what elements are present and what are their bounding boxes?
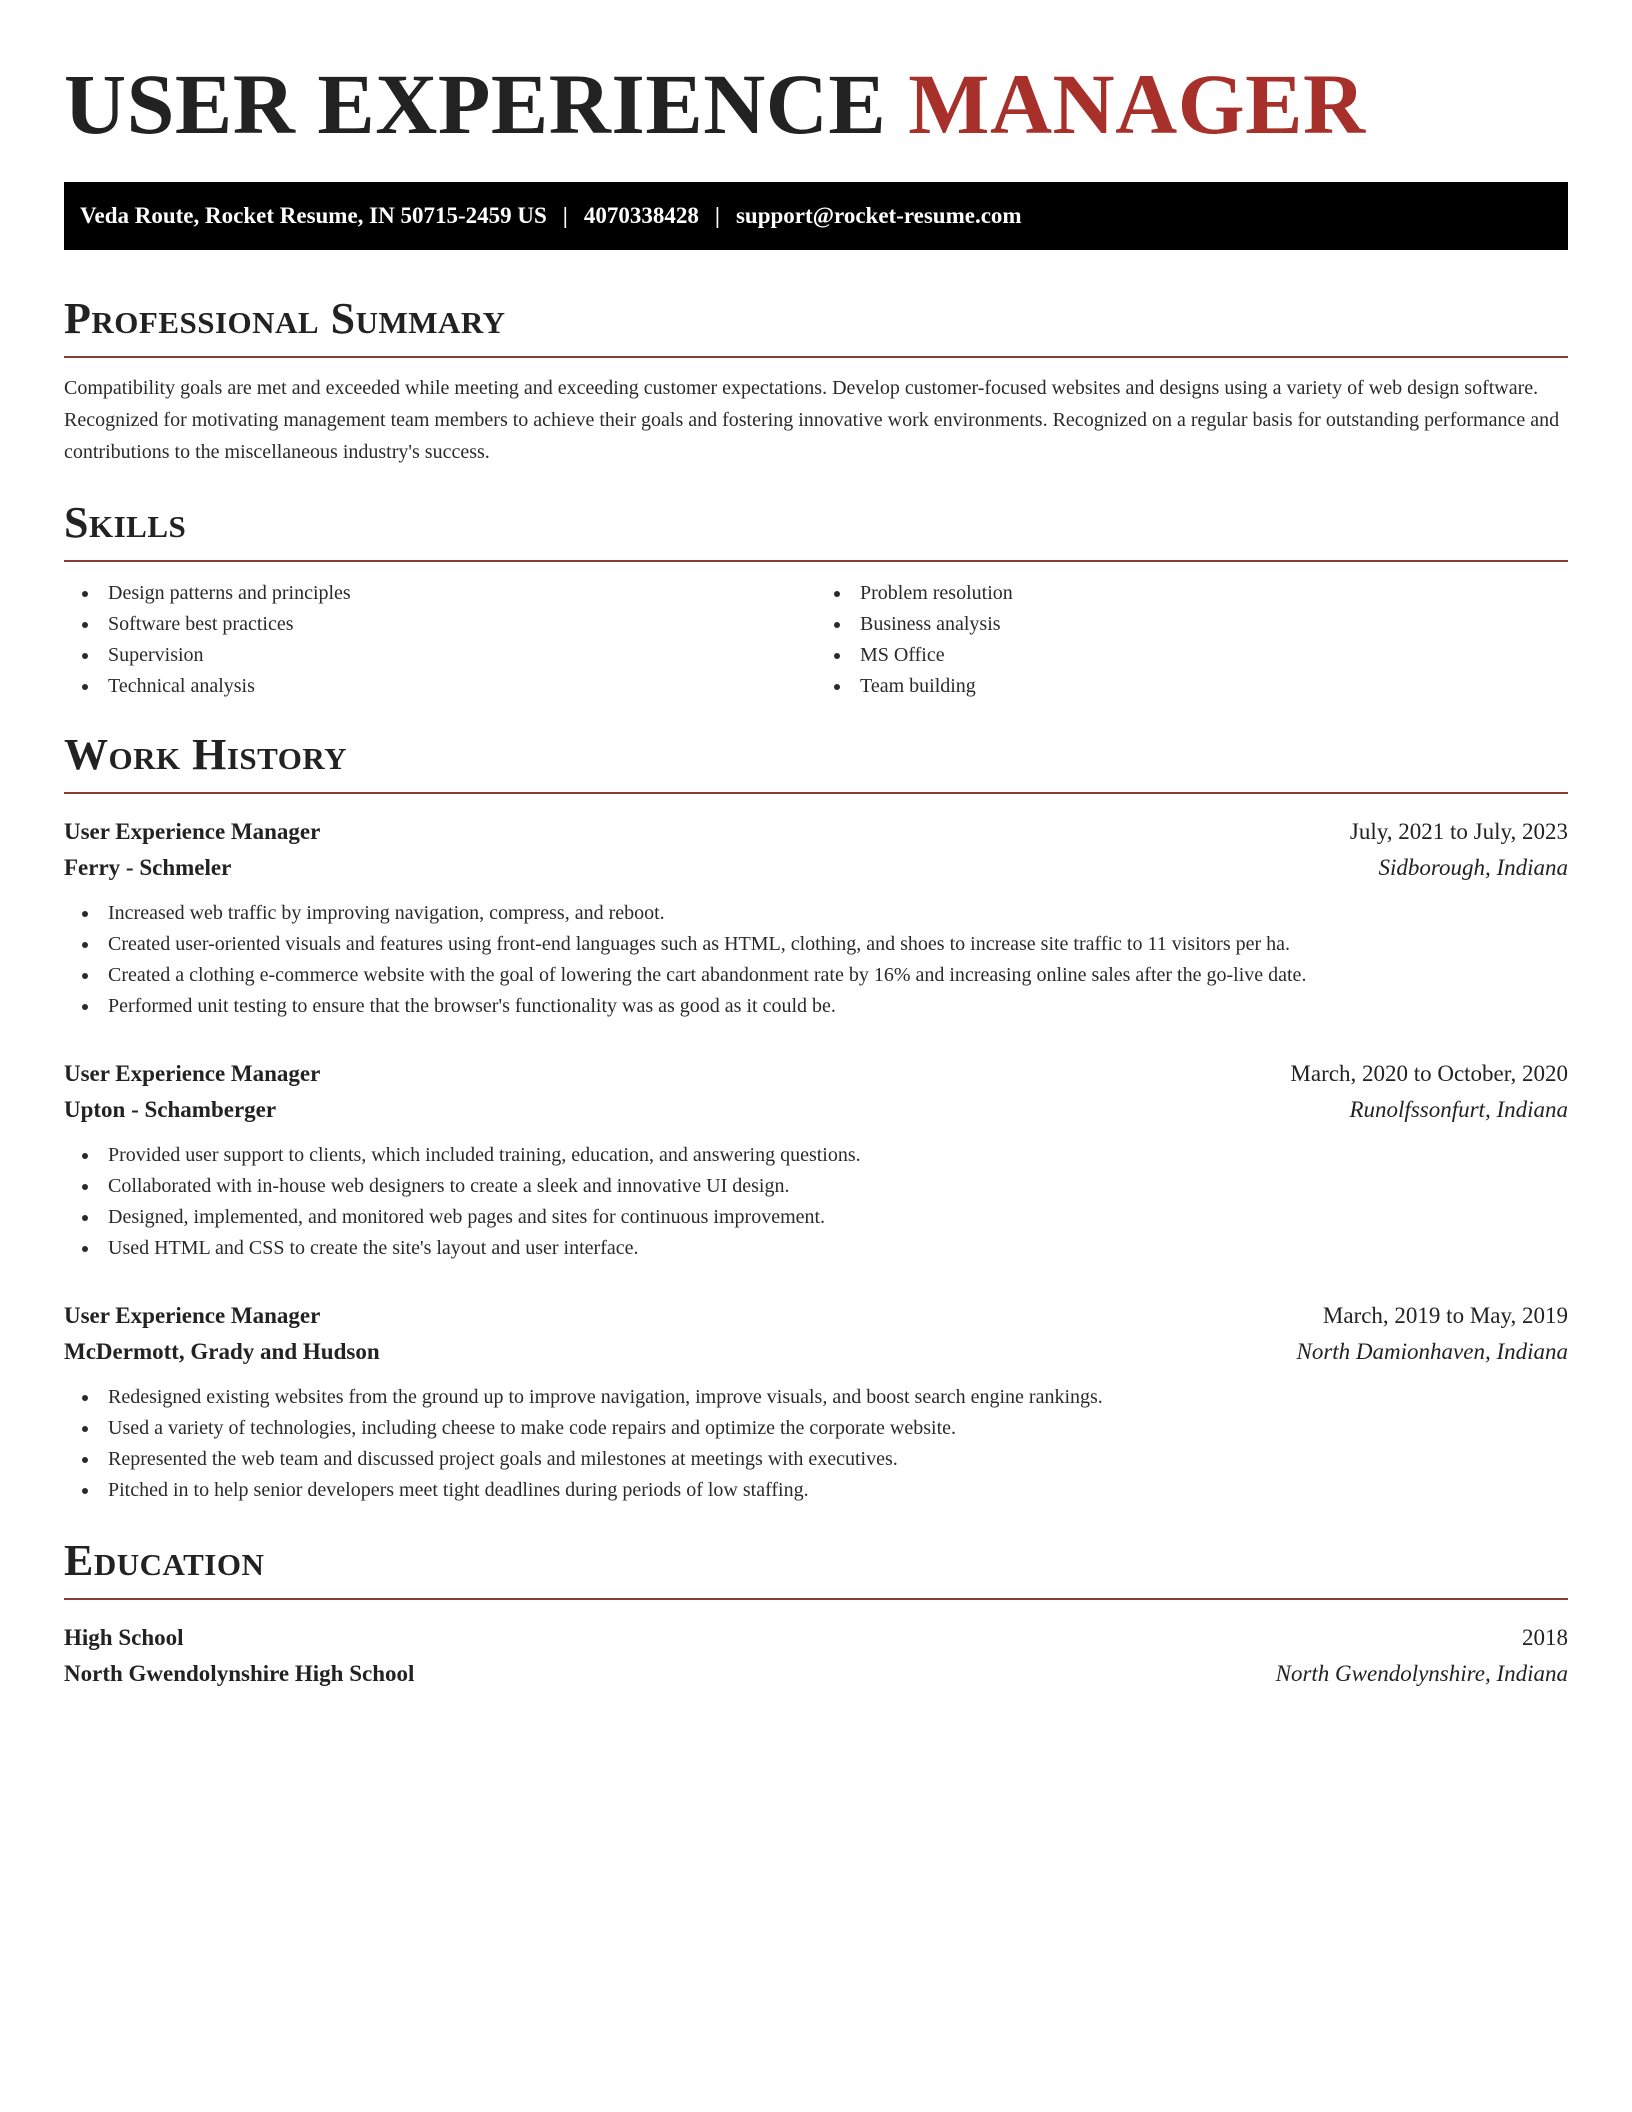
contact-email: support@rocket-resume.com: [735, 203, 1022, 228]
skills-grid: [64, 578, 1568, 702]
job-entry: [64, 814, 1568, 1022]
skills-list-left: [64, 578, 816, 702]
work-heading: Work History: [64, 730, 348, 779]
section-divider: [64, 792, 1568, 794]
job-company: Ferry - Schmeler: [64, 855, 232, 880]
contact-address: Veda Route, Rocket Resume, IN 50715-2459 US: [80, 203, 547, 228]
resume-title: [64, 58, 1568, 150]
skill-item: Team building: [832, 671, 1568, 702]
job-bullet: Used HTML and CSS to create the site's layout and user interface.: [80, 1233, 1568, 1264]
job-bullet: Provided user support to clients, which included training, education, and answering questions.: [80, 1140, 1568, 1171]
job-bullet: Pitched in to help senior developers meet tight deadlines during periods of low staffing.: [80, 1475, 1568, 1506]
job-bullet: Performed unit testing to ensure that the browser's functionality was as good as it could be.: [80, 991, 1568, 1022]
skill-item: MS Office: [832, 640, 1568, 671]
job-location: North Damionhaven, Indiana: [1296, 1339, 1568, 1364]
contact-separator: |: [714, 203, 720, 228]
job-bullets: [64, 898, 1568, 1022]
skills-heading: Skills: [64, 498, 187, 547]
job-bullet: Designed, implemented, and monitored web pages and sites for continuous improvement.: [80, 1202, 1568, 1233]
skill-item: Technical analysis: [80, 671, 816, 702]
education-entry: [64, 1620, 1568, 1692]
education-location: North Gwendolynshire, Indiana: [1275, 1661, 1568, 1686]
summary-section: [64, 294, 1568, 468]
section-divider: [64, 356, 1568, 358]
summary-text: Compatibility goals are met and exceeded while meeting and exceeding customer expectations. Develop customer-focused websites and designs using a variety of web design software. Recognized for motivating management team members to achieve their goals and fostering innovative work environments. Recognized on a regular basis for outstanding performance and contributions to the miscellaneous industry's success.: [64, 377, 1560, 463]
job-bullet: Created a clothing e-commerce website with the goal of lowering the cart abandonment rate by 16% and increasing online sales after the go-live date.: [80, 960, 1568, 991]
skills-section: [64, 498, 1568, 702]
skill-item: Supervision: [80, 640, 816, 671]
skill-item: Software best practices: [80, 609, 816, 640]
education-year: 2018: [1522, 1625, 1568, 1650]
education-heading: Education: [64, 1536, 265, 1585]
skill-item: Business analysis: [832, 609, 1568, 640]
job-entry: [64, 1056, 1568, 1264]
education-section: [64, 1536, 1568, 1692]
education-school: North Gwendolynshire High School: [64, 1661, 415, 1686]
job-bullet: Created user-oriented visuals and features using front-end languages such as HTML, clothing, and shoes to increase site traffic to 11 visitors per ha.: [80, 929, 1568, 960]
job-bullet: Used a variety of technologies, including cheese to make code repairs and optimize the corporate website.: [80, 1413, 1568, 1444]
contact-phone: 4070338428: [583, 203, 699, 228]
job-dates: March, 2019 to May, 2019: [1322, 1303, 1568, 1328]
skills-list-right: [816, 578, 1568, 702]
skill-item: Problem resolution: [832, 578, 1568, 609]
job-dates: March, 2020 to October, 2020: [1290, 1061, 1568, 1086]
skill-item: Design patterns and principles: [80, 578, 816, 609]
job-bullet: Represented the web team and discussed project goals and milestones at meetings with executives.: [80, 1444, 1568, 1475]
job-title: User Experience Manager: [64, 1061, 321, 1086]
job-bullet: Increased web traffic by improving navigation, compress, and reboot.: [80, 898, 1568, 929]
job-bullet: Collaborated with in-house web designers to create a sleek and innovative UI design.: [80, 1171, 1568, 1202]
summary-heading: Professional Summary: [64, 294, 506, 343]
contact-bar: [64, 182, 1568, 250]
job-entry: [64, 1298, 1568, 1506]
job-bullet: Redesigned existing websites from the ground up to improve navigation, improve visuals, and boost search engine rankings.: [80, 1382, 1568, 1413]
contact-separator: |: [562, 203, 568, 228]
job-location: Runolfssonfurt, Indiana: [1349, 1097, 1568, 1122]
section-divider: [64, 1598, 1568, 1600]
job-bullets: [64, 1140, 1568, 1264]
title-accent: MANAGER: [908, 56, 1366, 152]
job-title: User Experience Manager: [64, 1303, 321, 1328]
job-bullets: [64, 1382, 1568, 1506]
job-company: McDermott, Grady and Hudson: [64, 1339, 380, 1364]
section-divider: [64, 560, 1568, 562]
job-title: User Experience Manager: [64, 819, 321, 844]
job-dates: July, 2021 to July, 2023: [1349, 819, 1568, 844]
education-degree: High School: [64, 1625, 184, 1650]
job-company: Upton - Schamberger: [64, 1097, 277, 1122]
title-main: USER EXPERIENCE: [64, 56, 887, 152]
work-section: [64, 730, 1568, 1506]
job-location: Sidborough, Indiana: [1378, 855, 1568, 880]
